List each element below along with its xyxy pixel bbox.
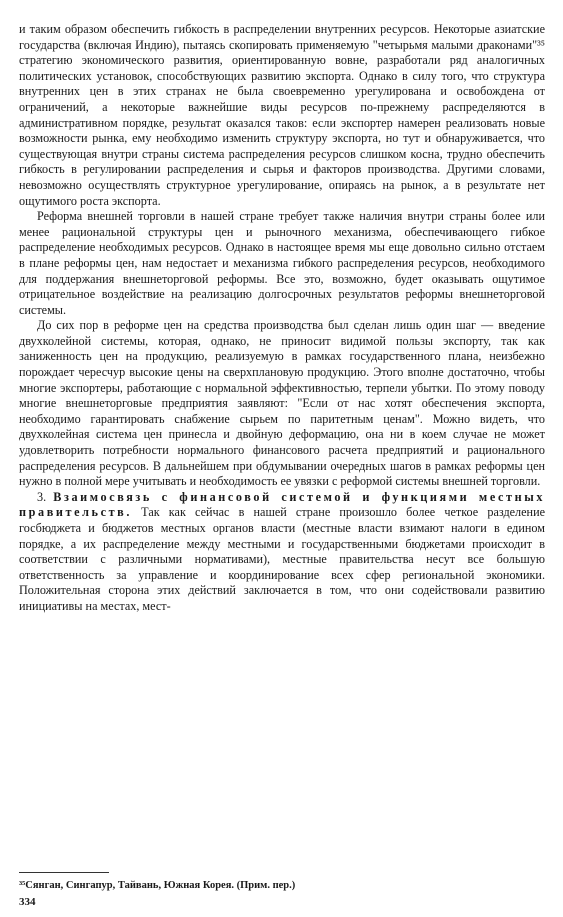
page-number: 334 (19, 896, 36, 908)
section-3-text: Так как сейчас в нашей стране произошло более четкое разделение госбюджета и бюджетов местных органов власти (местные власти взимают налоги в едином порядке, а их распределение между местными и государственными бюджетами происходит в соответствии с различными нормативами), местные правительства несут все большую ответственность за управление и координирование всех сфер региональной экономики. Положительная сторона этих действий заключается в том, что они содействовали развитию инициативы на местах, мест- (19, 505, 545, 613)
footnote-divider (19, 872, 109, 873)
book-page (19, 22, 546, 908)
section-3-heading: Взаимосвязь с финансовой системой и функциями местных правительств. (19, 489, 546, 520)
paragraph-1: и таким образом обеспечить гибкость в распределении внутренних ресурсов. Некоторые азиатские государства (включая Индию), пытаясь скопировать применяемую "четырьмя малыми драконами"³⁵ стратегию экономического развития, ориентированную вовне, разработали ряд аналогичных политических установок, способствующих развитию экспорта. Однако в силу того, что структура внутренних цен в этих странах не была своевременно урегулирована и освобождена от ограничений, а некоторые важнейшие виды ресурсов по-прежнему распределяются в административном порядке, результат оказался таков: если экспортер намерен реализовать новые возможности рынка, ему необходимо изменить структуру экспорта, но тут и обнаруживается, что существующая внутри страны система распределения ресурсов слишком косна, трудно обеспечить гибкость в регулировании распределения и сырья и факторов производства. Другими словами, невозможно осуществлять структурное урегулирование, опираясь на рынок, а в результате нет ощутимого роста экспорта. (19, 22, 545, 208)
paragraph-3: До сих пор в реформе цен на средства производства был сделан лишь один шаг — введение двухколейной системы, которая, однако, не приносит видимой пользы экспорту, так как заниженность цен на продукцию, реализуемую в рамках государственного плана, неизбежно порождает чересчур высокие цены на сверхплановую продукцию. Этого вполне достаточно, чтобы многие экспортеры, работающие с нормальной эффективностью, терпели убытки. По этому поводу многие внешнеторговые предприятия заявляют: "Если от нас хотят обеспечения экспорта, необходимо гарантировать снабжение сырьем по паритетным ценам". Можно видеть, что двухколейная система цен принесла и двойную деформацию, она ни в коем случае не может удовлетворить потребности нормального финансового расчета предприятий и рационального распределения ресурсов. В дальнейшем при обдумывании очередных шагов в рамках реформы цен нужно в полной мере учитывать и необходимость ее увязки с реформой системы внешней торговли. (19, 318, 545, 489)
section-3-number: 3. (37, 489, 47, 504)
paragraph-2: Реформа внешней торговли в нашей стране требует также наличия внутри страны более или менее рациональной структуры цен и рыночного механизма, обеспечивающего гибкое распределение необходимых ресурсов. Однако в настоящее время мы еще довольно сильно отстаем в плане реформы цен, нам недостает и механизма гибкого распределения ресурсов, необходимого для поддержания внешнеторговой реформы. Все это, возможно, будет оказывать ощутимое отрицательное воздействие на реализацию долгосрочных результатов реформы внешнеторговой системы. (19, 209, 545, 317)
footnote: ³⁵Сянган, Сингапур, Тайвань, Южная Корея. (Прим. пер.) (19, 880, 296, 891)
section-3-paragraph (19, 490, 545, 615)
